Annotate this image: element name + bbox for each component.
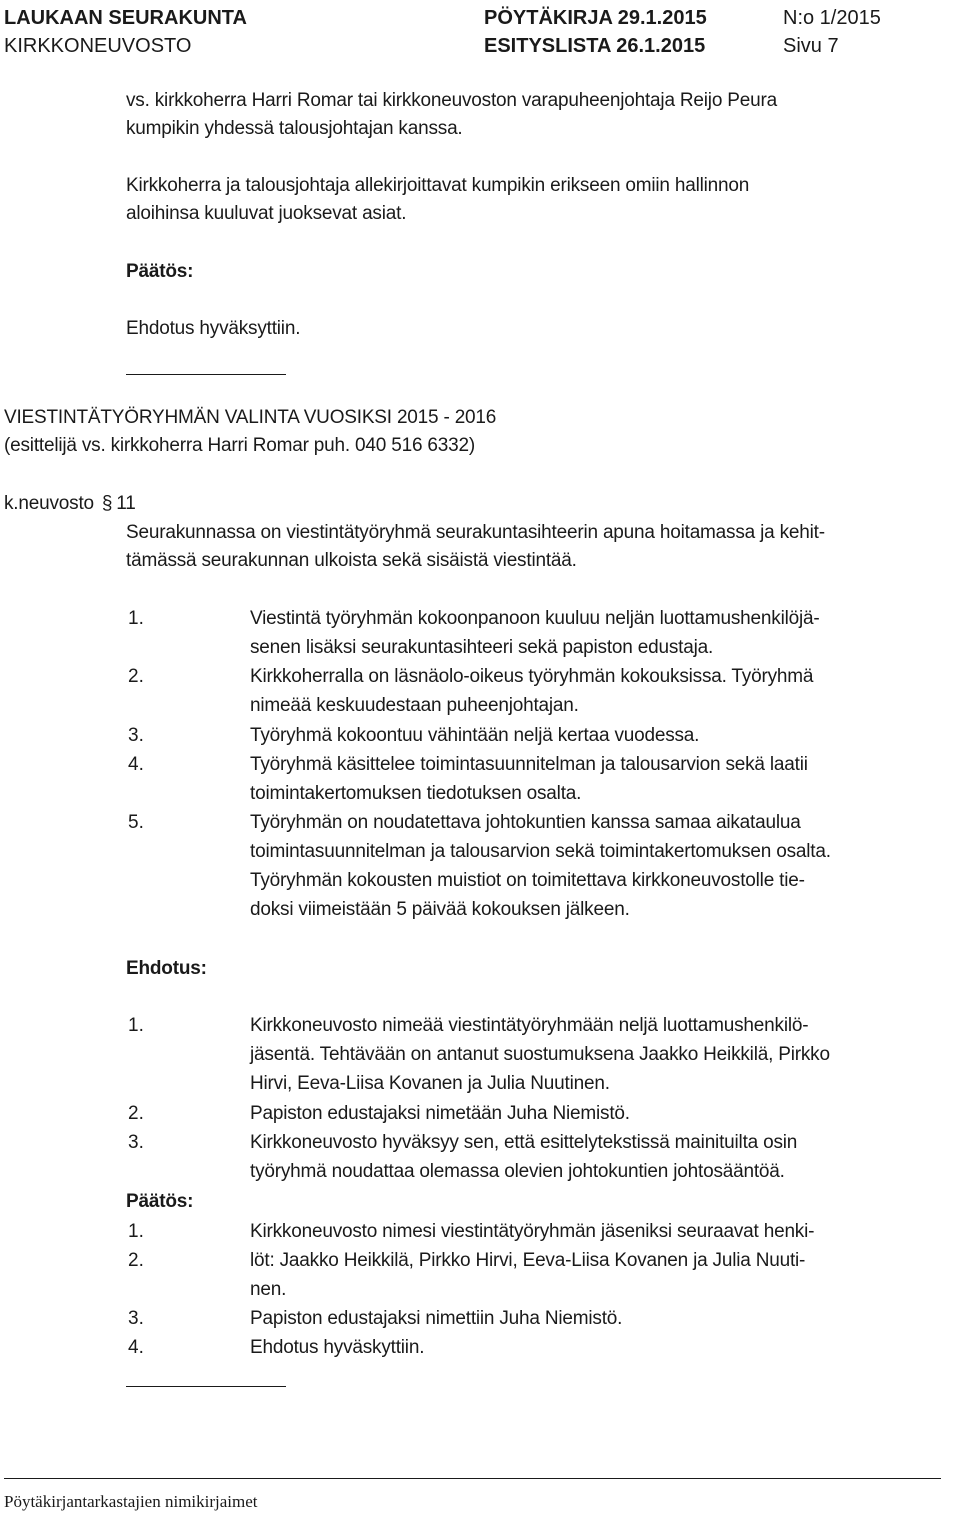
list-item-line: doksi viimeistään 5 päivää kokouksen jälkeen. [250, 899, 630, 920]
section-reference [4, 490, 136, 518]
list-item-line: toimintasuunnitelman ja talousarvion sekä toimintakertomuksen osalta. [250, 841, 831, 862]
section-number: 11 [116, 493, 136, 514]
list-item-line: nimeää keskuudestaan puheenjohtajan. [250, 695, 579, 716]
separator-rule [126, 1386, 286, 1387]
body-label: k.neuvosto [4, 493, 94, 514]
signature-label: Pöytäkirjantarkastajien nimikirjaimet [4, 1492, 258, 1511]
list-item-line: Viestintä työryhmän kokoonpanoon kuuluu neljän luottamushenkilöjä- [250, 608, 820, 629]
separator-rule [126, 374, 286, 375]
intro-line: aloihinsa kuuluvat juoksevat asiat. [126, 203, 407, 224]
list-item-line: Työryhmä kokoontuu vähintään neljä kertaa vuodessa. [250, 725, 700, 746]
list-number: 4. [128, 754, 144, 775]
item-presenter: (esittelijä vs. kirkkoherra Harri Romar puh. 040 516 6332) [4, 435, 475, 456]
list-item-line: Työryhmä käsittelee toimintasuunnitelman ja talousarvion sekä laatii [250, 754, 808, 775]
item-title: VIESTINTÄTYÖRYHMÄN VALINTA VUOSIKSI 2015 - 2016 [4, 407, 497, 428]
intro-line: kumpikin yhdessä talousjohtajan kanssa. [126, 118, 463, 139]
list-item-line: senen lisäksi seurakuntasihteeri sekä papiston edustaja. [250, 637, 714, 658]
list-item-line: löt: Jaakko Heikkilä, Pirkko Hirvi, Eeva-Liisa Kovanen ja Julia Nuuti- [250, 1250, 806, 1271]
list-number: 3. [128, 725, 144, 746]
list-number: 1. [128, 608, 144, 629]
list-item-line: Ehdotus hyväskyttiin. [250, 1337, 425, 1358]
list-item-line: työryhmä noudattaa olemassa olevien johtokuntien johtosääntöä. [250, 1161, 785, 1182]
list-item-line: jäsentä. Tehtävään on antanut suostumuksena Jaakko Heikkilä, Pirkko [250, 1044, 830, 1065]
decision-text: Ehdotus hyväksyttiin. [126, 318, 301, 339]
list-item-line: Kirkkoneuvosto nimesi viestintätyöryhmän jäseniksi seuraavat henki- [250, 1221, 815, 1242]
list-number: 3. [128, 1308, 144, 1329]
decision-heading: Päätös: [126, 1191, 194, 1212]
list-number: 1. [128, 1015, 144, 1036]
list-item-line: toimintakertomuksen tiedotuksen osalta. [250, 783, 582, 804]
list-item-line: Papiston edustajaksi nimettiin Juha Niemistö. [250, 1308, 623, 1329]
list-number: 5. [128, 812, 144, 833]
list-item-line: Kirkkoherralla on läsnäolo-oikeus työryhmän kokouksissa. Työryhmä [250, 666, 814, 687]
minutes-date: PÖYTÄKIRJA 29.1.2015 [484, 7, 707, 29]
intro-line: Kirkkoherra ja talousjohtaja allekirjoittavat kumpikin erikseen omiin hallinnon [126, 175, 750, 196]
list-item-line: Papiston edustajaksi nimetään Juha Niemistö. [250, 1103, 630, 1124]
list-item-line: Työryhmän kokousten muistiot on toimitettava kirkkoneuvostolle tie- [250, 870, 805, 891]
body-name: KIRKKONEUVOSTO [4, 35, 192, 57]
list-number: 2. [128, 1103, 144, 1124]
proposal-heading: Ehdotus: [126, 958, 207, 979]
list-item-line: Hirvi, Eeva-Liisa Kovanen ja Julia Nuutinen. [250, 1073, 610, 1094]
footer-rule [4, 1478, 941, 1479]
list-number: 4. [128, 1337, 144, 1358]
section-symbol: § [101, 493, 113, 514]
agenda-date: ESITYSLISTA 26.1.2015 [484, 35, 706, 57]
list-number: 2. [128, 1250, 144, 1271]
list-item-line: Kirkkoneuvosto nimeää viestintätyöryhmään neljä luottamushenkilö- [250, 1015, 809, 1036]
decision-heading: Päätös: [126, 261, 194, 282]
list-item-line: Kirkkoneuvosto hyväksyy sen, että esittelytekstissä mainituilta osin [250, 1132, 798, 1153]
intro-line: vs. kirkkoherra Harri Romar tai kirkkoneuvoston varapuheenjohtaja Reijo Peura [126, 90, 777, 111]
list-number: 1. [128, 1221, 144, 1242]
list-item-line: Työryhmän on noudatettava johtokuntien kanssa samaa aikataulua [250, 812, 801, 833]
page-number: Sivu 7 [783, 35, 839, 57]
item-description: tämässä seurakunnan ulkoista sekä sisäistä viestintää. [126, 550, 577, 571]
item-description: Seurakunnassa on viestintätyöryhmä seurakuntasihteerin apuna hoitamassa ja kehit- [126, 522, 825, 543]
org-name: LAUKAAN SEURAKUNTA [4, 7, 247, 29]
list-item-line: nen. [250, 1279, 287, 1300]
list-number: 2. [128, 666, 144, 687]
minutes-number: N:o 1/2015 [783, 7, 881, 29]
list-number: 3. [128, 1132, 144, 1153]
